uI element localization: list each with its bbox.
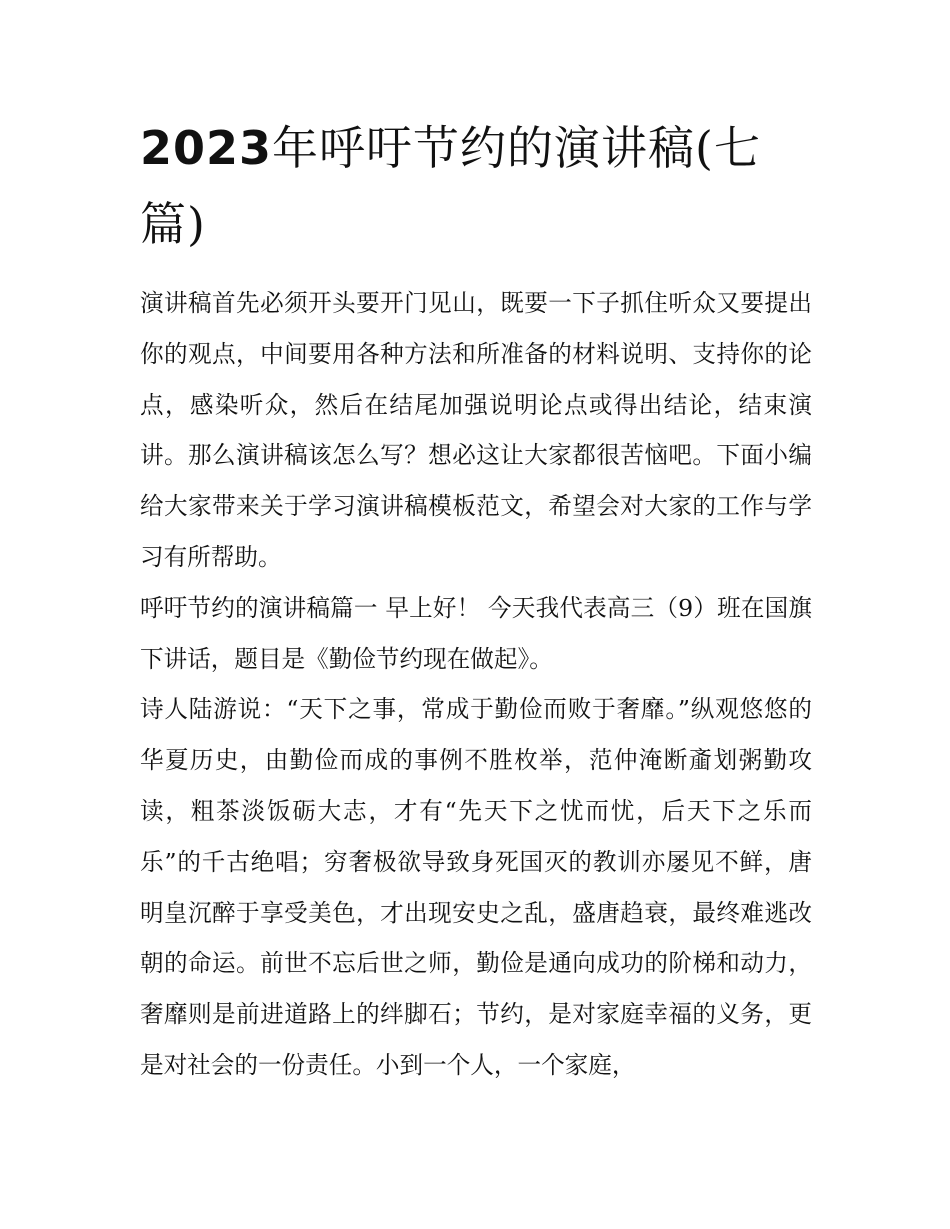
document-title xyxy=(140,110,800,262)
title-text: 年呼吁节约的演讲稿(七篇) xyxy=(140,121,761,251)
paragraph-speech-opening: 呼吁节约的演讲稿篇一 早上好！ 今天我代表高三（9）班在国旗下讲话，题目是《勤俭节约现在做起》。 xyxy=(140,593,812,673)
paragraph-intro: 演讲稿首先必须开头要开门见山，既要一下子抓住听众又要提出你的观点，中间要用各种方法和所准备的材料说明、支持你的论点，感染听众，然后在结尾加强说明论点或得出结论，结束演讲。那么演讲稿该怎么写？想必这让大家都很苦恼吧。下面小编给大家带来关于学习演讲稿模板范文，希望会对大家的工作与学习有所帮助。 xyxy=(140,289,812,571)
title-year: 2023 xyxy=(140,121,273,175)
paragraph-speech-body: 诗人陆游说：“天下之事，常成于勤俭而败于奢靡。”纵观悠悠的华夏历史，由勤俭而成的事例不胜枚举，范仲淹断齑划粥勤攻读，粗茶淡饭砺大志，才有“先天下之忧而忧，后天下之乐而乐”的千古绝唱；穷奢极欲导致身死国灭的教训亦屡见不鲜，唐明皇沉醉于享受美色，才出现安史之乱，盛唐趋衰，最终难逃改朝的命运。前世不忘后世之师，勤俭是通向成功的阶梯和动力，奢靡则是前进道路上的绊脚石；节约，是对家庭幸福的义务，更是对社会的一份责任。小到一个人，一个家庭， xyxy=(140,695,812,1079)
document-body xyxy=(140,278,812,1091)
